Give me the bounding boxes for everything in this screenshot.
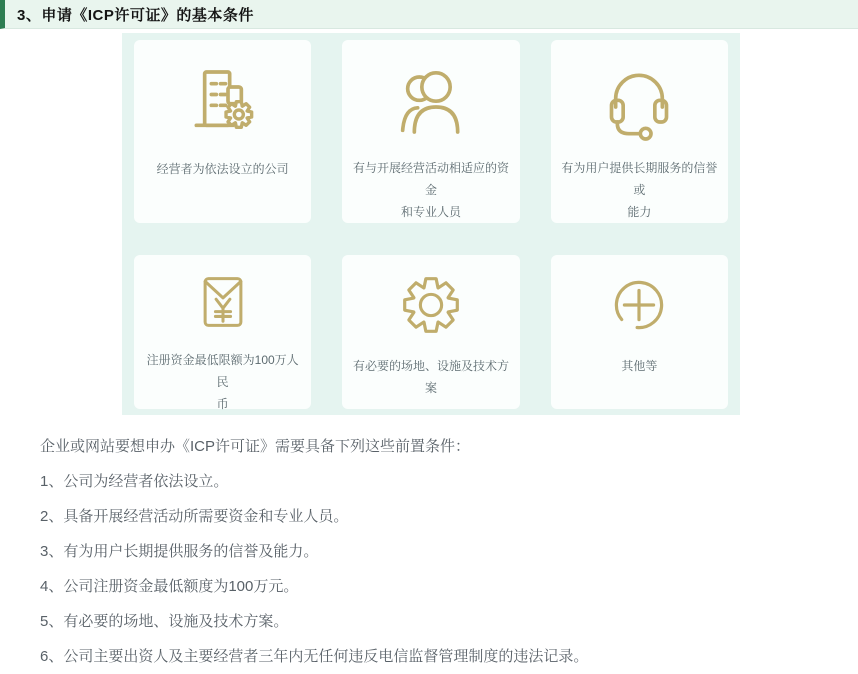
list-item: 3、有为用户长期提供服务的信誉及能力。 [40,543,319,560]
conditions-text-section [40,429,858,674]
condition-card-line: 有与开展经营活动相适应的资金 [352,161,509,197]
envelope-yuan-icon [190,269,256,335]
condition-card-funds-staff [342,40,519,223]
intro-line: 企业或网站要想申办《ICP许可证》需要具备下列这些前置条件： [40,438,471,455]
condition-card-line: 经营者为依法设立的公司 [156,162,289,176]
condition-card-label [342,157,519,223]
people-icon [391,60,471,143]
condition-card-facilities [342,255,519,409]
headset-icon [599,60,679,143]
condition-card-capital [134,255,311,409]
condition-card-label [134,349,311,415]
condition-card-line: 和专业人员 [400,205,461,219]
building-gear-icon [183,60,263,144]
condition-card-company [134,40,311,223]
list-item: 5、有必要的场地、设施及技术方案。 [40,613,289,630]
condition-card-line: 有必要的场地、设施及技术方案 [352,359,509,395]
condition-card-label [342,355,519,399]
condition-card-line: 币 [216,397,229,411]
condition-card-others [551,255,728,409]
condition-card-label [147,158,299,180]
condition-card-reputation [551,40,728,223]
list-item: 4、公司注册资金最低额度为100万元。 [40,578,299,595]
condition-card-line: 有为用户提供长期服务的信誉或 [561,161,718,197]
list-item: 1、公司为经营者依法设立。 [40,473,229,490]
condition-card-label [611,355,667,377]
list-item: 6、公司主要出资人及主要经营者三年内无任何违反电信监督管理制度的违法记录。 [40,648,589,665]
plus-circle-icon [604,269,674,341]
condition-card-line: 其他等 [621,359,658,373]
condition-card-label [551,157,728,223]
list-item: 2、具备开展经营活动所需要资金和专业人员。 [40,508,349,525]
section-title: 3、申请《ICP许可证》的基本条件 [17,6,254,24]
condition-card-line: 能力 [627,205,652,219]
gear-icon [397,269,465,341]
condition-card-line: 注册资金最低限额为100万人民 [146,353,299,389]
conditions-panel [122,33,740,415]
section-header [0,0,858,29]
